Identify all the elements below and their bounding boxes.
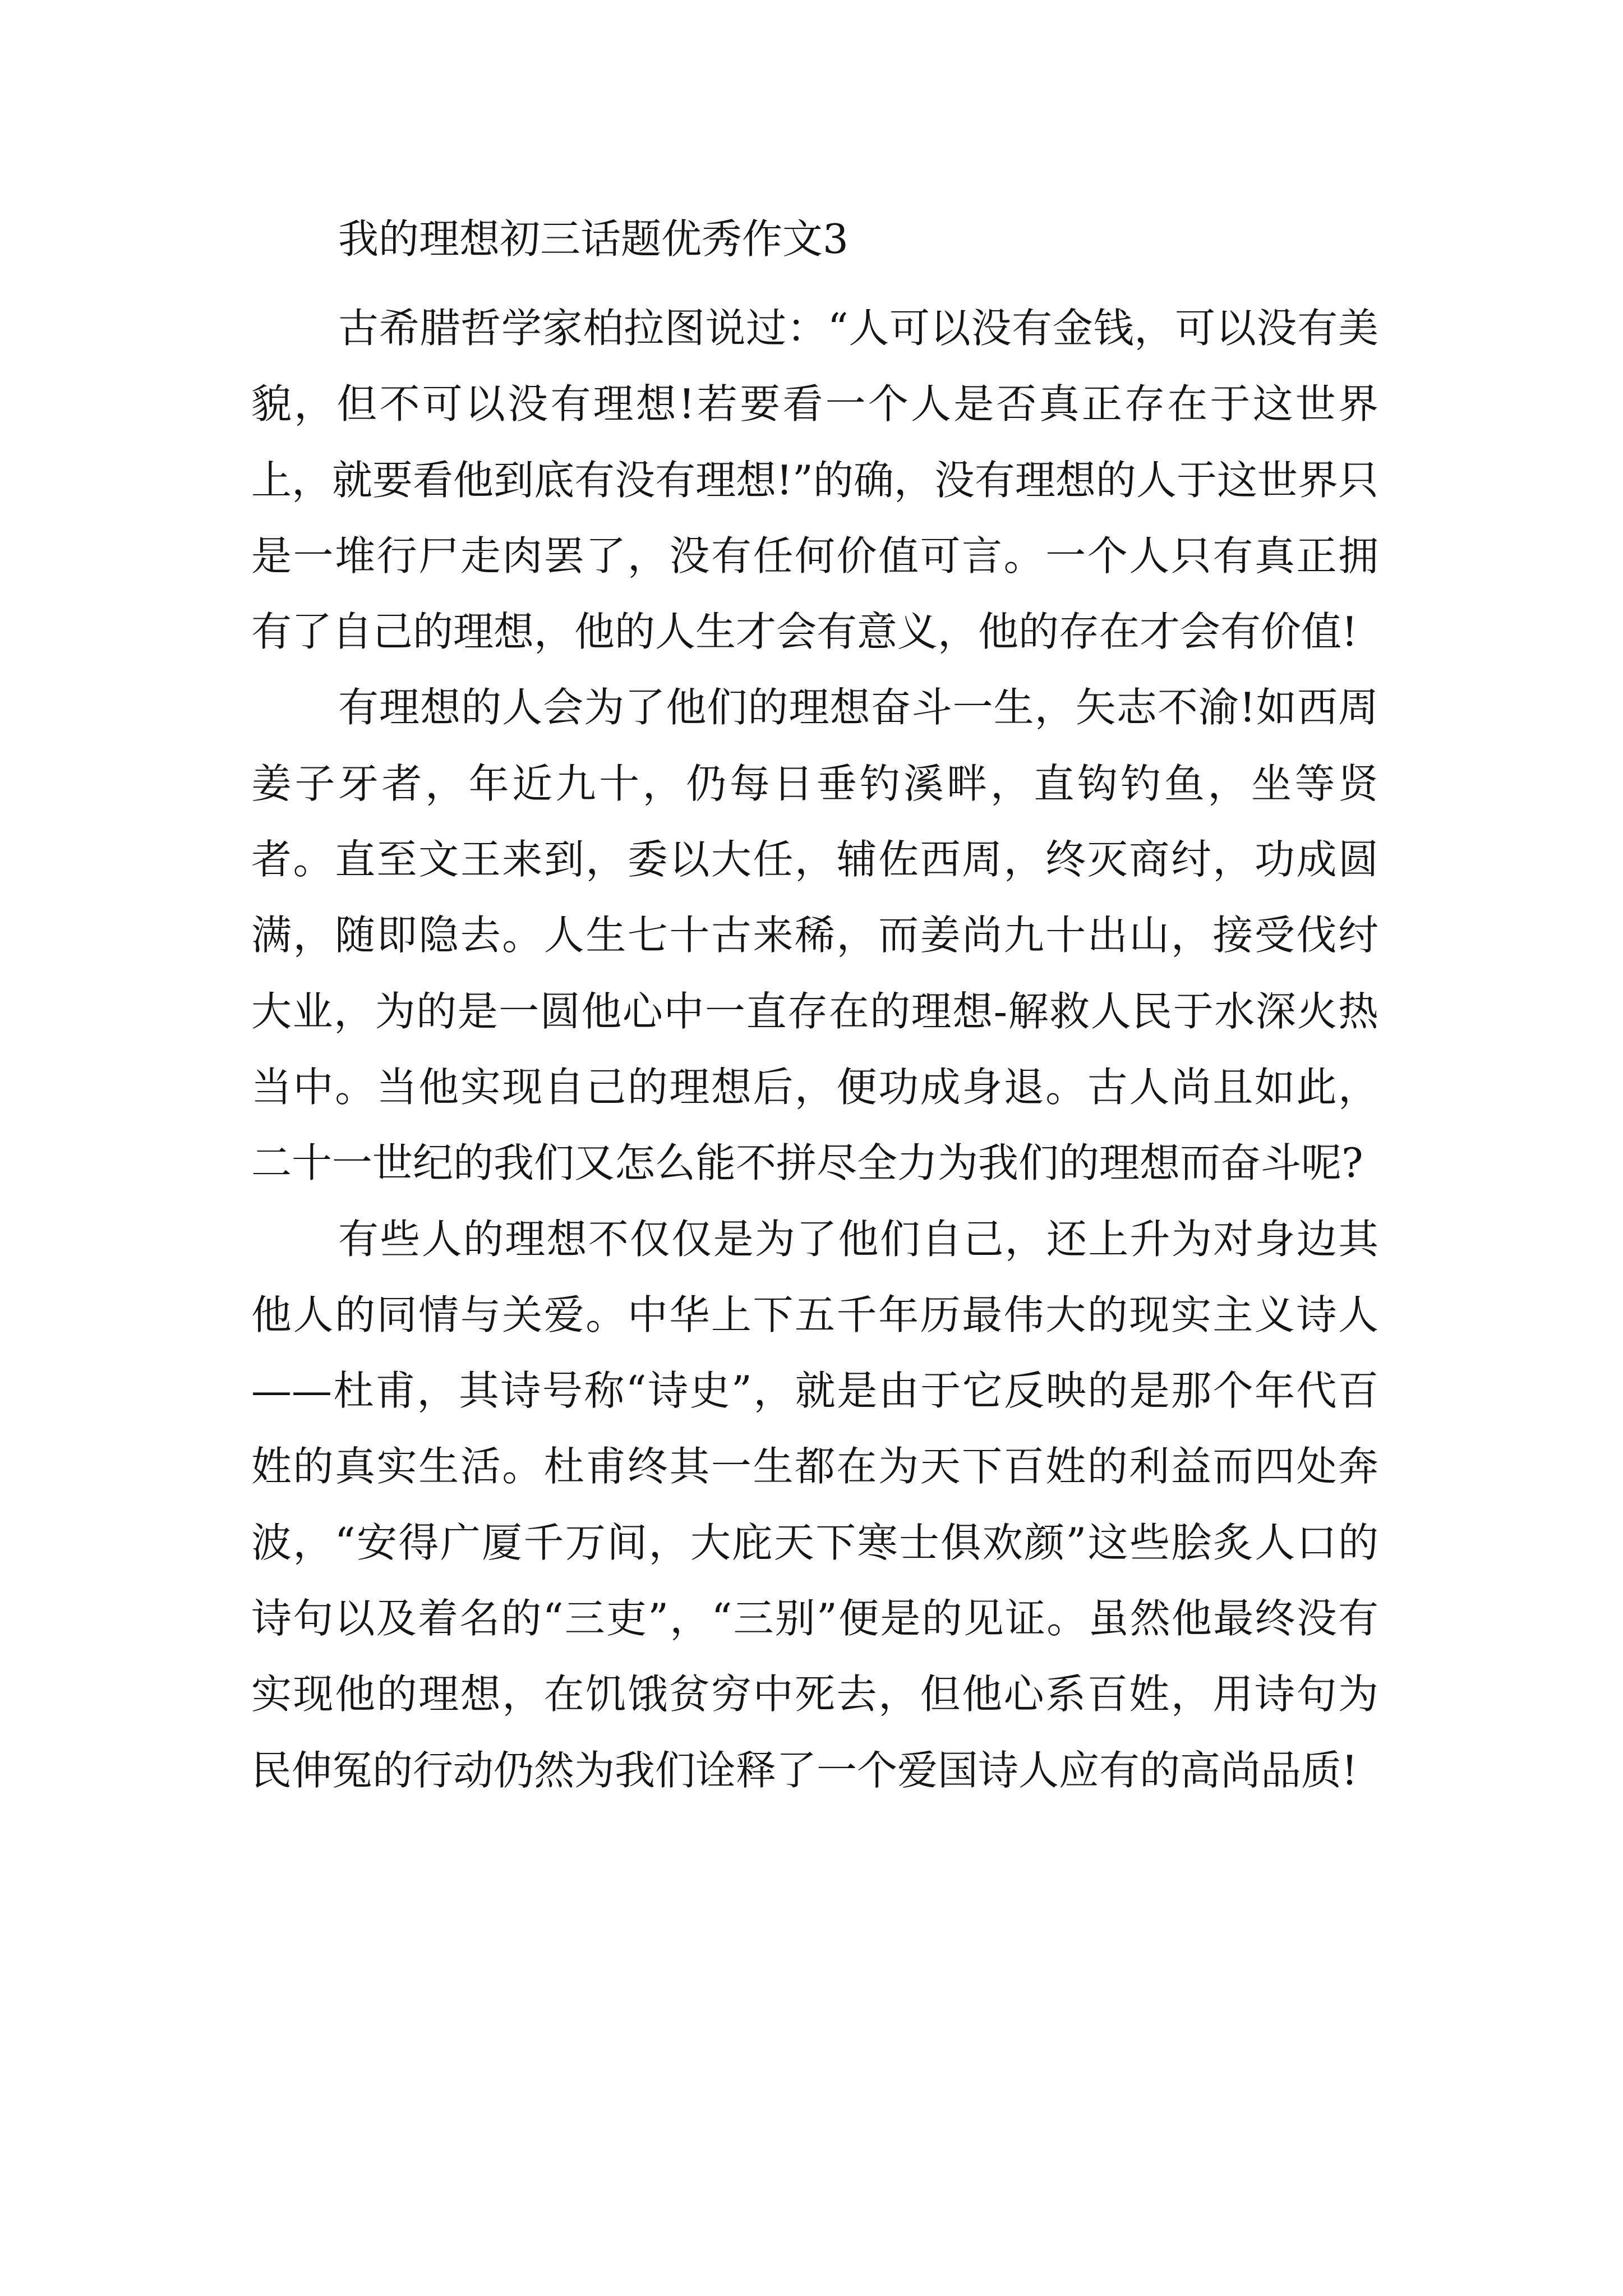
document-body (251, 291, 1378, 1809)
paragraph-3: 有些人的理想不仅仅是为了他们自己，还上升为对身边其他人的同情与关爱。中华上下五千年历最伟大的现实主义诗人——杜甫，其诗号称“诗史”，就是由于它反映的是那个年代百姓的真实生活。杜甫终其一生都在为天下百姓的利益而四处奔波，“安得广厦千万间，大庇天下寒士俱欢颜”这些脍炙人口的诗句以及着名的“三吏”，“三别”便是的见证。虽然他最终没有实现他的理想，在饥饿贫穷中死去，但他心系百姓，用诗句为民伸冤的行动仍然为我们诠释了一个爱国诗人应有的高尚品质! (251, 1215, 1378, 1794)
paragraph-2: 有理想的人会为了他们的理想奋斗一生，矢志不渝!如西周姜子牙者，年近九十，仍每日垂钓溪畔，直钩钓鱼，坐等贤者。直至文王来到，委以大任，辅佐西周，终灭商纣，功成圆满，随即隐去。人生七十古来稀，而姜尚九十出山，接受伐纣大业，为的是一圆他心中一直存在的理想-解救人民于水深火热当中。当他实现自己的理想后，便功成身退。古人尚且如此，二十一世纪的我们又怎么能不拼尽全力为我们的理想而奋斗呢? (251, 684, 1378, 1187)
paragraph-1: 古希腊哲学家柏拉图说过：“人可以没有金钱，可以没有美貌，但不可以没有理想!若要看一个人是否真正存在于这世界上，就要看他到底有没有理想!”的确，没有理想的人于这世界只是一堆行尸走肉罢了，没有任何价值可言。一个人只有真正拥有了自己的理想，他的人生才会有意义，他的存在才会有价值! (251, 305, 1378, 656)
document-title: 我的理想初三话题优秀作文3 (338, 215, 849, 263)
